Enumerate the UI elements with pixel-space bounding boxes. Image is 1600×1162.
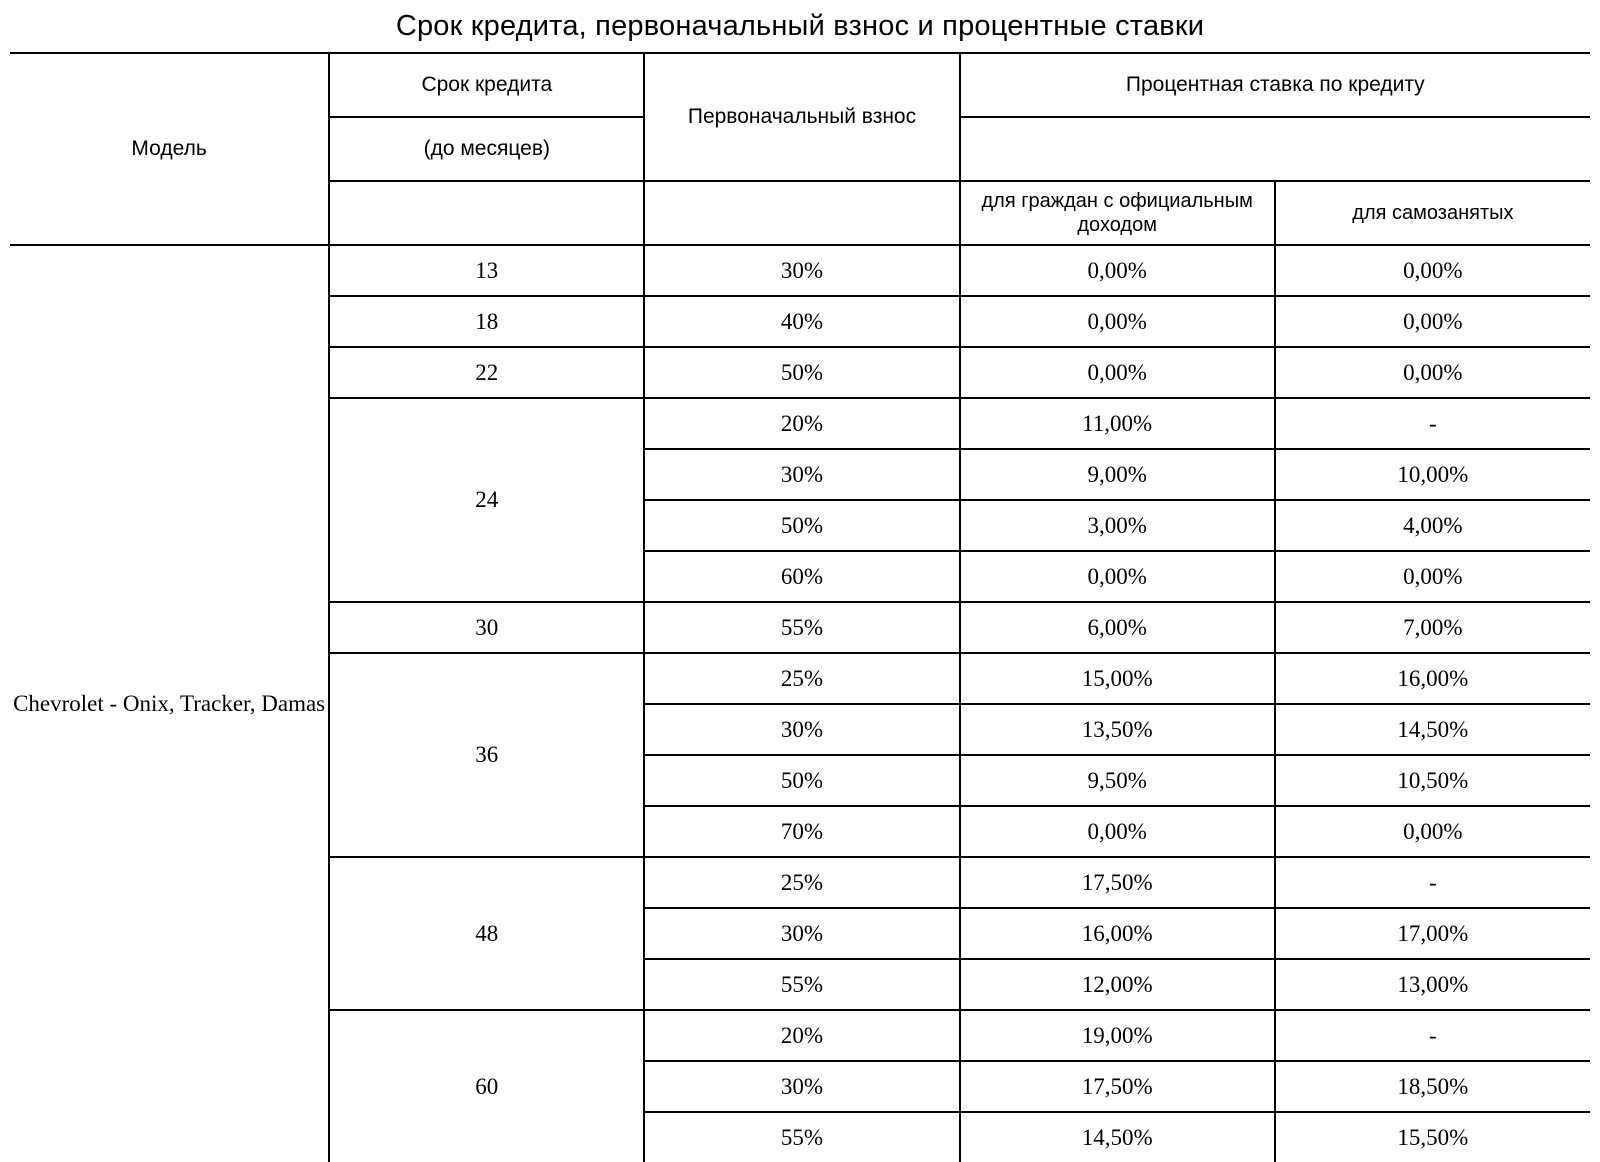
down-payment-cell: 25% xyxy=(644,653,959,704)
rate-self-cell: 14,50% xyxy=(1275,704,1590,755)
down-payment-cell: 55% xyxy=(644,602,959,653)
rate-self-cell: 0,00% xyxy=(1275,551,1590,602)
rate-official-cell: 9,50% xyxy=(960,755,1275,806)
term-cell: 36 xyxy=(329,653,644,857)
title-row xyxy=(10,0,1590,53)
rate-self-cell: 18,50% xyxy=(1275,1061,1590,1112)
header-model: Модель xyxy=(10,53,329,245)
rate-self-cell: 16,00% xyxy=(1275,653,1590,704)
header-rate-self: для самозанятых xyxy=(1275,181,1590,245)
header-term-bottom: (до месяцев) xyxy=(329,117,644,181)
rate-self-cell: 10,50% xyxy=(1275,755,1590,806)
term-cell: 22 xyxy=(329,347,644,398)
term-cell: 18 xyxy=(329,296,644,347)
model-name: Chevrolet - Onix, Tracker, Damas xyxy=(10,245,329,1162)
header-term-spacer xyxy=(329,181,644,245)
rate-official-cell: 13,50% xyxy=(960,704,1275,755)
rate-self-cell: - xyxy=(1275,1010,1590,1061)
table-title: Срок кредита, первоначальный взнос и процентные ставки xyxy=(10,0,1590,53)
rate-self-cell: 17,00% xyxy=(1275,908,1590,959)
rate-self-cell: 0,00% xyxy=(1275,806,1590,857)
rate-official-cell: 11,00% xyxy=(960,398,1275,449)
rate-official-cell: 0,00% xyxy=(960,551,1275,602)
rate-official-cell: 17,50% xyxy=(960,1061,1275,1112)
header-term-top: Срок кредита xyxy=(329,53,644,117)
rate-official-cell: 6,00% xyxy=(960,602,1275,653)
header-down-spacer xyxy=(644,181,959,245)
rate-official-cell: 15,00% xyxy=(960,653,1275,704)
rate-official-cell: 16,00% xyxy=(960,908,1275,959)
rate-self-cell: 0,00% xyxy=(1275,296,1590,347)
rate-official-cell: 0,00% xyxy=(960,806,1275,857)
header-rate-official: для граждан с официальным доходом xyxy=(960,181,1275,245)
down-payment-cell: 40% xyxy=(644,296,959,347)
rate-official-cell: 19,00% xyxy=(960,1010,1275,1061)
credit-terms-table xyxy=(10,0,1590,1162)
header-down-payment: Первоначальный взнос xyxy=(644,53,959,181)
rate-official-cell: 0,00% xyxy=(960,245,1275,296)
header-row-1 xyxy=(10,53,1590,117)
down-payment-cell: 30% xyxy=(644,704,959,755)
header-rate-group: Процентная ставка по кредиту xyxy=(960,53,1590,117)
term-cell: 60 xyxy=(329,1010,644,1162)
down-payment-cell: 50% xyxy=(644,347,959,398)
rate-official-cell: 0,00% xyxy=(960,296,1275,347)
rate-official-cell: 14,50% xyxy=(960,1112,1275,1162)
rate-self-cell: 13,00% xyxy=(1275,959,1590,1010)
rate-self-cell: 0,00% xyxy=(1275,347,1590,398)
down-payment-cell: 25% xyxy=(644,857,959,908)
down-payment-cell: 50% xyxy=(644,755,959,806)
down-payment-cell: 30% xyxy=(644,245,959,296)
down-payment-cell: 30% xyxy=(644,908,959,959)
down-payment-cell: 30% xyxy=(644,1061,959,1112)
rate-official-cell: 3,00% xyxy=(960,500,1275,551)
rate-self-cell: - xyxy=(1275,398,1590,449)
term-cell: 13 xyxy=(329,245,644,296)
down-payment-cell: 55% xyxy=(644,1112,959,1162)
term-cell: 48 xyxy=(329,857,644,1010)
rate-self-cell: 0,00% xyxy=(1275,245,1590,296)
down-payment-cell: 50% xyxy=(644,500,959,551)
rate-self-cell: 7,00% xyxy=(1275,602,1590,653)
rate-official-cell: 0,00% xyxy=(960,347,1275,398)
down-payment-cell: 55% xyxy=(644,959,959,1010)
down-payment-cell: 70% xyxy=(644,806,959,857)
rate-self-cell: 15,50% xyxy=(1275,1112,1590,1162)
down-payment-cell: 60% xyxy=(644,551,959,602)
rate-self-cell: - xyxy=(1275,857,1590,908)
down-payment-cell: 30% xyxy=(644,449,959,500)
down-payment-cell: 20% xyxy=(644,398,959,449)
table-body xyxy=(10,0,1590,1162)
table-row xyxy=(10,245,1590,296)
rate-official-cell: 9,00% xyxy=(960,449,1275,500)
rate-official-cell: 17,50% xyxy=(960,857,1275,908)
down-payment-cell: 20% xyxy=(644,1010,959,1061)
term-cell: 24 xyxy=(329,398,644,602)
term-cell: 30 xyxy=(329,602,644,653)
rate-self-cell: 4,00% xyxy=(1275,500,1590,551)
rate-self-cell: 10,00% xyxy=(1275,449,1590,500)
rate-official-cell: 12,00% xyxy=(960,959,1275,1010)
